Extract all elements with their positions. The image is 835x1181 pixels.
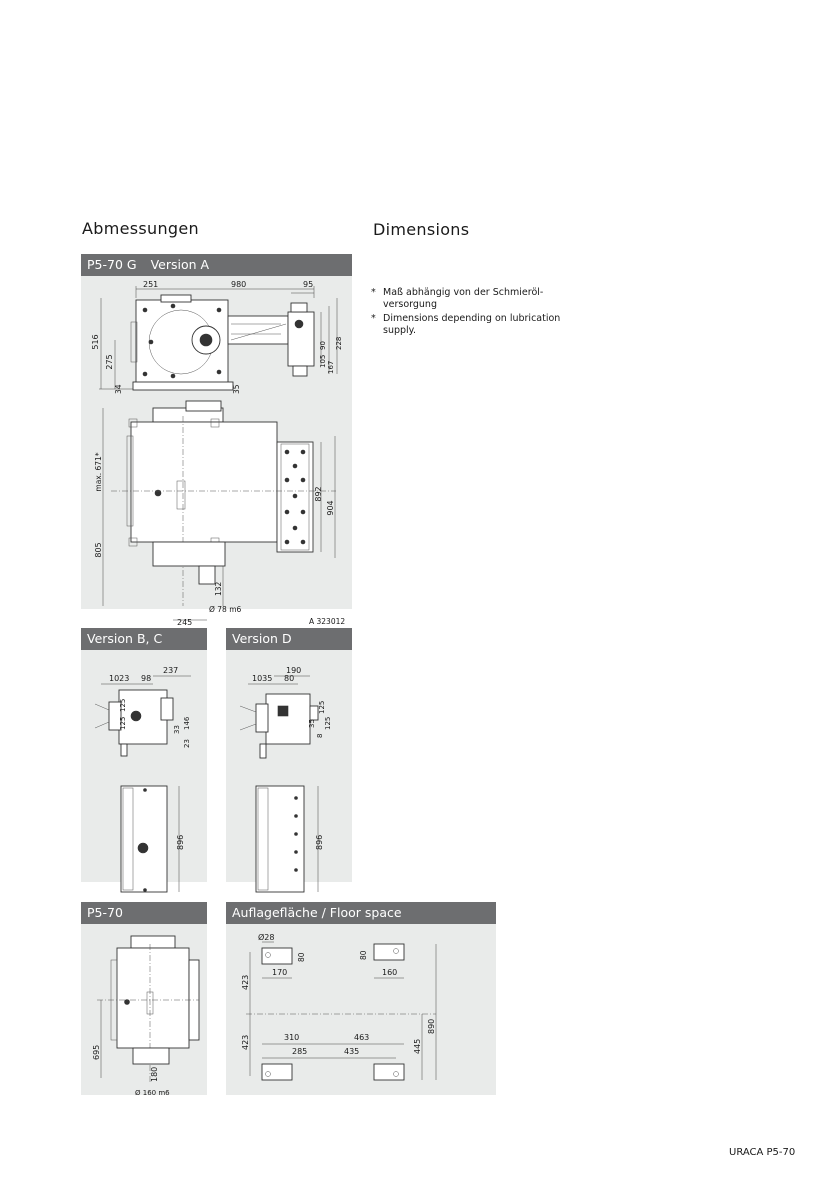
panel-floor-space bbox=[226, 902, 496, 1095]
floor-pad-top-left bbox=[262, 948, 292, 964]
pump-head-d-top bbox=[256, 786, 304, 892]
dim-805: 805 bbox=[94, 542, 103, 558]
dim-8-d: 8 bbox=[316, 733, 324, 738]
floor-pad-top-right bbox=[374, 944, 404, 960]
dim-285: 285 bbox=[292, 1047, 308, 1056]
dim-245: 245 bbox=[177, 618, 193, 627]
panel-version-d-title: Version D bbox=[226, 628, 352, 650]
dim-310: 310 bbox=[284, 1033, 300, 1042]
dim-28: Ø28 bbox=[258, 933, 275, 942]
footer-model-label: URACA P5-70 bbox=[729, 1147, 796, 1158]
drawing-version-a bbox=[81, 276, 352, 627]
dim-892: 892 bbox=[314, 486, 323, 502]
crankcase-top-view bbox=[131, 422, 277, 542]
pump-head-side-view bbox=[288, 312, 314, 366]
dim-275: 275 bbox=[105, 354, 114, 370]
dim-105: 105 bbox=[319, 354, 327, 368]
dim-170: 170 bbox=[272, 968, 288, 977]
dim-695: 695 bbox=[92, 1044, 101, 1060]
panel-floor-space-title: Auflagefläche / Floor space bbox=[226, 902, 496, 924]
dim-125-a: 125 bbox=[119, 716, 127, 730]
dim-904: 904 bbox=[326, 500, 335, 516]
dim-228: 228 bbox=[335, 336, 343, 350]
footnote-german: * Maß abhängig von der Schmieröl-versorgung bbox=[371, 287, 544, 310]
dim-896-bc: 896 bbox=[176, 834, 185, 850]
dim-180: 180 bbox=[150, 1066, 159, 1082]
dim-34: 34 bbox=[114, 384, 123, 394]
dim-35-d: 35 bbox=[308, 719, 316, 728]
dim-423-b: 423 bbox=[241, 1034, 250, 1050]
heading-dimensions: Dimensions bbox=[373, 220, 470, 239]
drawing-p570 bbox=[81, 924, 207, 1095]
dim-35: 35 bbox=[232, 384, 241, 394]
dim-1035: 1035 bbox=[252, 674, 273, 683]
dim-445: 445 bbox=[413, 1038, 422, 1054]
drawing-floor-space bbox=[226, 924, 496, 1095]
dim-146: 146 bbox=[183, 716, 191, 730]
dim-435: 435 bbox=[344, 1047, 360, 1056]
dim-896-d: 896 bbox=[315, 834, 324, 850]
shaft-end-icon bbox=[200, 334, 212, 346]
heading-abmessungen: Abmessungen bbox=[82, 219, 199, 238]
dim-23: 23 bbox=[183, 739, 191, 748]
dim-423-a: 423 bbox=[241, 974, 250, 990]
dim-890: 890 bbox=[427, 1018, 436, 1034]
panel-version-a bbox=[81, 254, 352, 627]
dim-80-b: 80 bbox=[359, 950, 368, 960]
drawing-number: A 323012 bbox=[309, 617, 346, 626]
dim-95: 95 bbox=[303, 280, 314, 289]
dim-237: 237 bbox=[163, 666, 179, 675]
dim-98: 98 bbox=[141, 674, 152, 683]
panel-p570 bbox=[81, 902, 207, 1095]
dim-190: 190 bbox=[286, 666, 302, 675]
dim-78-m6: Ø 78 m6 bbox=[209, 605, 242, 614]
pump-head-d-side bbox=[266, 694, 310, 744]
dim-125-d-b: 125 bbox=[324, 716, 332, 730]
panel-version-d bbox=[226, 628, 352, 882]
footnotes bbox=[371, 287, 563, 339]
dim-160: 160 bbox=[382, 968, 398, 977]
dim-125-d-a: 125 bbox=[318, 700, 326, 714]
dim-167: 167 bbox=[327, 360, 335, 374]
drawing-version-d bbox=[226, 650, 352, 882]
panel-p570-title: P5-70 bbox=[81, 902, 207, 924]
dim-max-671: max. 671* bbox=[94, 452, 103, 492]
pump-head-bc-top bbox=[121, 786, 167, 892]
dim-980: 980 bbox=[231, 280, 247, 289]
panel-version-bc-title: Version B, C bbox=[81, 628, 207, 650]
dim-463: 463 bbox=[354, 1033, 370, 1042]
panel-version-a-title: P5-70 G Version A bbox=[81, 254, 352, 276]
dim-33: 33 bbox=[173, 725, 181, 734]
footnote-english: * Dimensions depending on lubrication supply. bbox=[371, 313, 561, 336]
drawing-version-bc bbox=[81, 650, 207, 882]
dim-125-b: 125 bbox=[119, 698, 127, 712]
panel-version-bc bbox=[81, 628, 207, 882]
dim-132: 132 bbox=[214, 581, 223, 596]
dim-90: 90 bbox=[319, 341, 327, 350]
floor-pad-bottom-right bbox=[374, 1064, 404, 1080]
dim-516: 516 bbox=[91, 334, 100, 350]
dim-80-a: 80 bbox=[297, 952, 306, 962]
dim-1023: 1023 bbox=[109, 674, 130, 683]
dim-160-m6: Ø 160 m6 bbox=[135, 1089, 170, 1097]
dim-251: 251 bbox=[143, 280, 159, 289]
dim-80: 80 bbox=[284, 674, 295, 683]
